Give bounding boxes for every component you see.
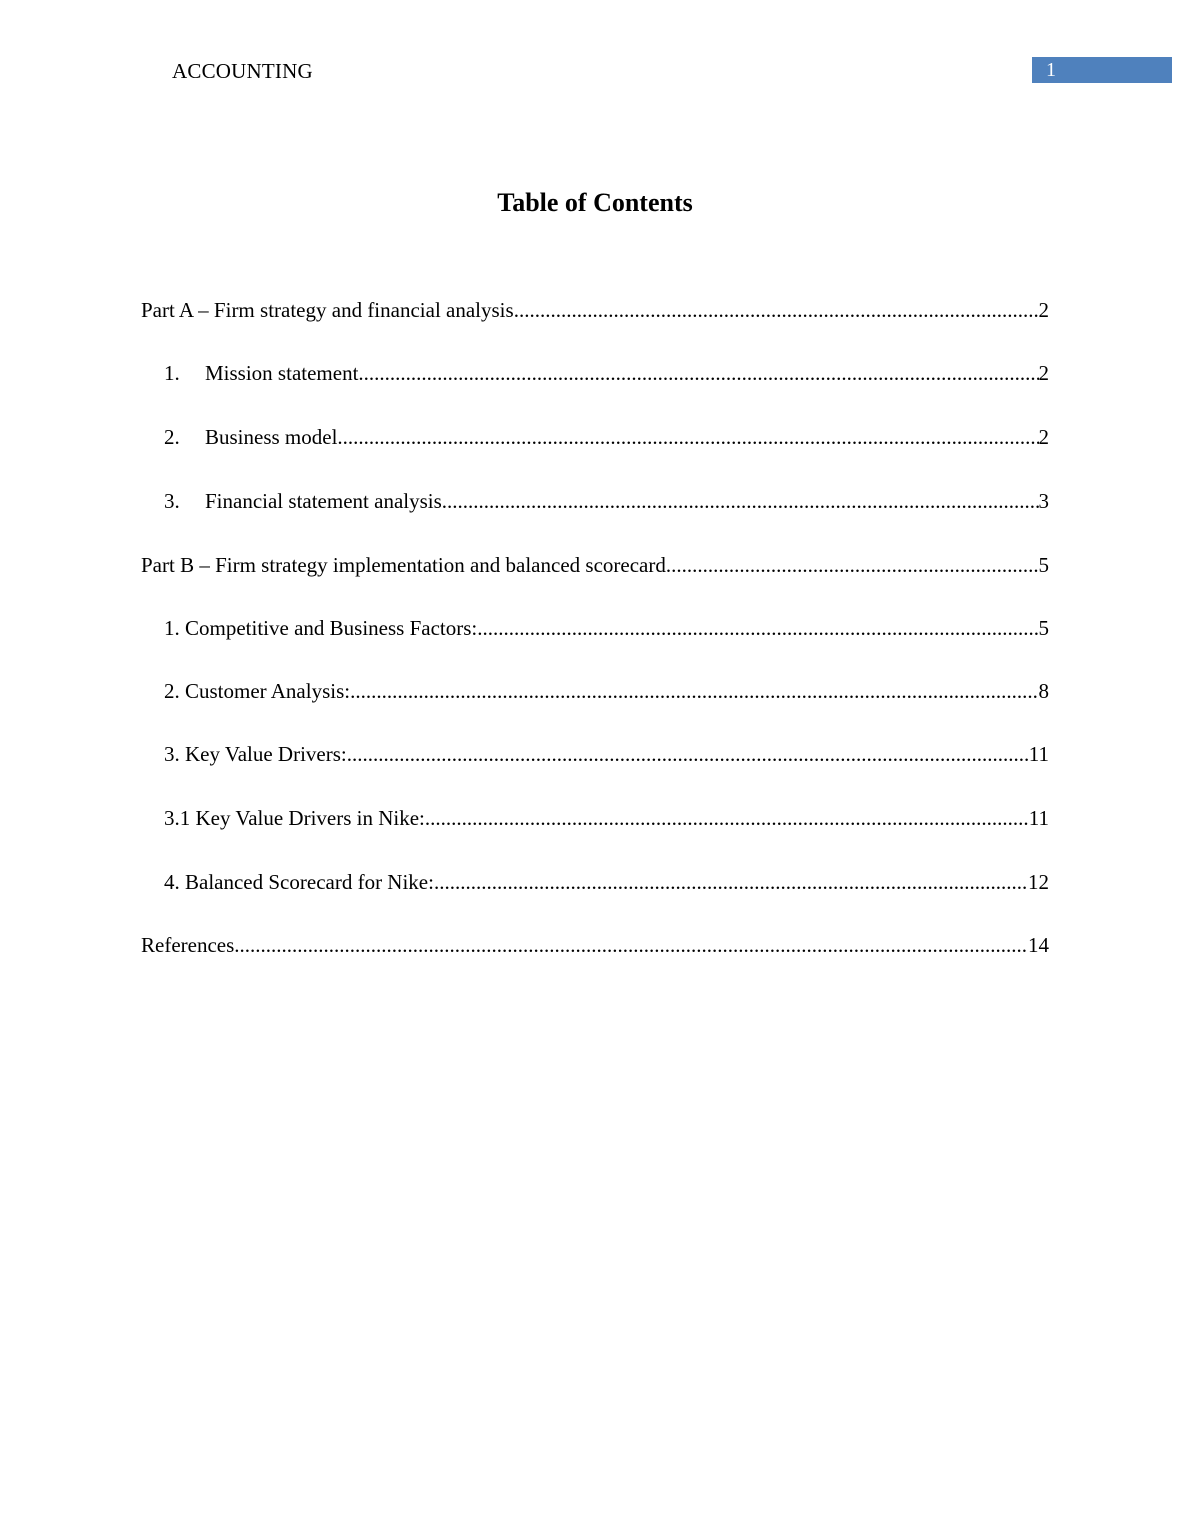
toc-entry-part-a[interactable] (141, 296, 1049, 324)
toc-entry-references[interactable] (141, 931, 1049, 959)
toc-leader-dots (434, 868, 1028, 896)
toc-leader-dots (347, 740, 1029, 768)
toc-leader-dots (234, 931, 1028, 959)
toc-entry-balanced-scorecard-nike[interactable] (164, 868, 1049, 896)
toc-entry-key-value-drivers-nike[interactable] (164, 804, 1049, 832)
toc-entry-page: 2 (1038, 361, 1049, 385)
toc-leader-dots (442, 487, 1039, 515)
toc-entry-page: 11 (1028, 806, 1049, 830)
toc-entry-page: 8 (1038, 679, 1049, 703)
toc-leader-dots (337, 423, 1038, 451)
toc-entry-text: 4. Balanced Scorecard for Nike: (164, 870, 434, 894)
toc-entry-text: Mission statement (205, 361, 359, 385)
toc-entry-customer-analysis[interactable] (164, 677, 1049, 705)
toc-entry-text: Part A – Firm strategy and financial analysis (141, 298, 514, 322)
toc-leader-dots (666, 551, 1039, 579)
toc-entry-text: Business model (205, 425, 338, 449)
toc-entry-text: Financial statement analysis (205, 489, 442, 513)
toc-entry-page: 2 (1038, 298, 1049, 322)
toc-entry-text: References (141, 933, 235, 957)
toc-entry-page: 3 (1038, 489, 1049, 513)
toc-entry-page: 12 (1028, 870, 1049, 894)
toc-entry-part-b[interactable] (141, 551, 1049, 579)
page-number-box (1032, 57, 1172, 83)
header-title: ACCOUNTING (172, 59, 313, 83)
toc-entry-page: 2 (1038, 425, 1049, 449)
toc-leader-dots (358, 359, 1038, 387)
toc-entry-business-model[interactable] (164, 423, 1049, 451)
toc-entry-financial-statement-analysis[interactable] (164, 487, 1049, 515)
toc-entry-page: 5 (1038, 616, 1049, 640)
toc-entry-competitive-business-factors[interactable] (164, 614, 1049, 642)
toc-entry-mission-statement[interactable] (164, 359, 1049, 387)
toc-entry-number: 1. (164, 361, 180, 385)
toc-entry-number: 3. (164, 489, 180, 513)
toc-entry-text: 3. Key Value Drivers: (164, 742, 347, 766)
toc-entry-page: 14 (1028, 933, 1049, 957)
toc-entry-text: 1. Competitive and Business Factors: (164, 616, 478, 640)
toc-leader-dots (425, 804, 1029, 832)
page-number: 1 (1046, 59, 1056, 81)
toc-entry-text: 2. Customer Analysis: (164, 679, 351, 703)
toc-leader-dots (514, 296, 1039, 324)
toc-entry-page: 11 (1028, 742, 1049, 766)
toc-entry-key-value-drivers[interactable] (164, 740, 1049, 768)
toc-entry-text: 3.1 Key Value Drivers in Nike: (164, 806, 425, 830)
toc-entry-number: 2. (164, 425, 180, 449)
toc-leader-dots (350, 677, 1038, 705)
toc-entry-text: Part B – Firm strategy implementation and balanced scorecard (141, 553, 666, 577)
toc-leader-dots (477, 614, 1038, 642)
toc-heading: Table of Contents (497, 188, 693, 217)
toc-entry-page: 5 (1038, 553, 1049, 577)
